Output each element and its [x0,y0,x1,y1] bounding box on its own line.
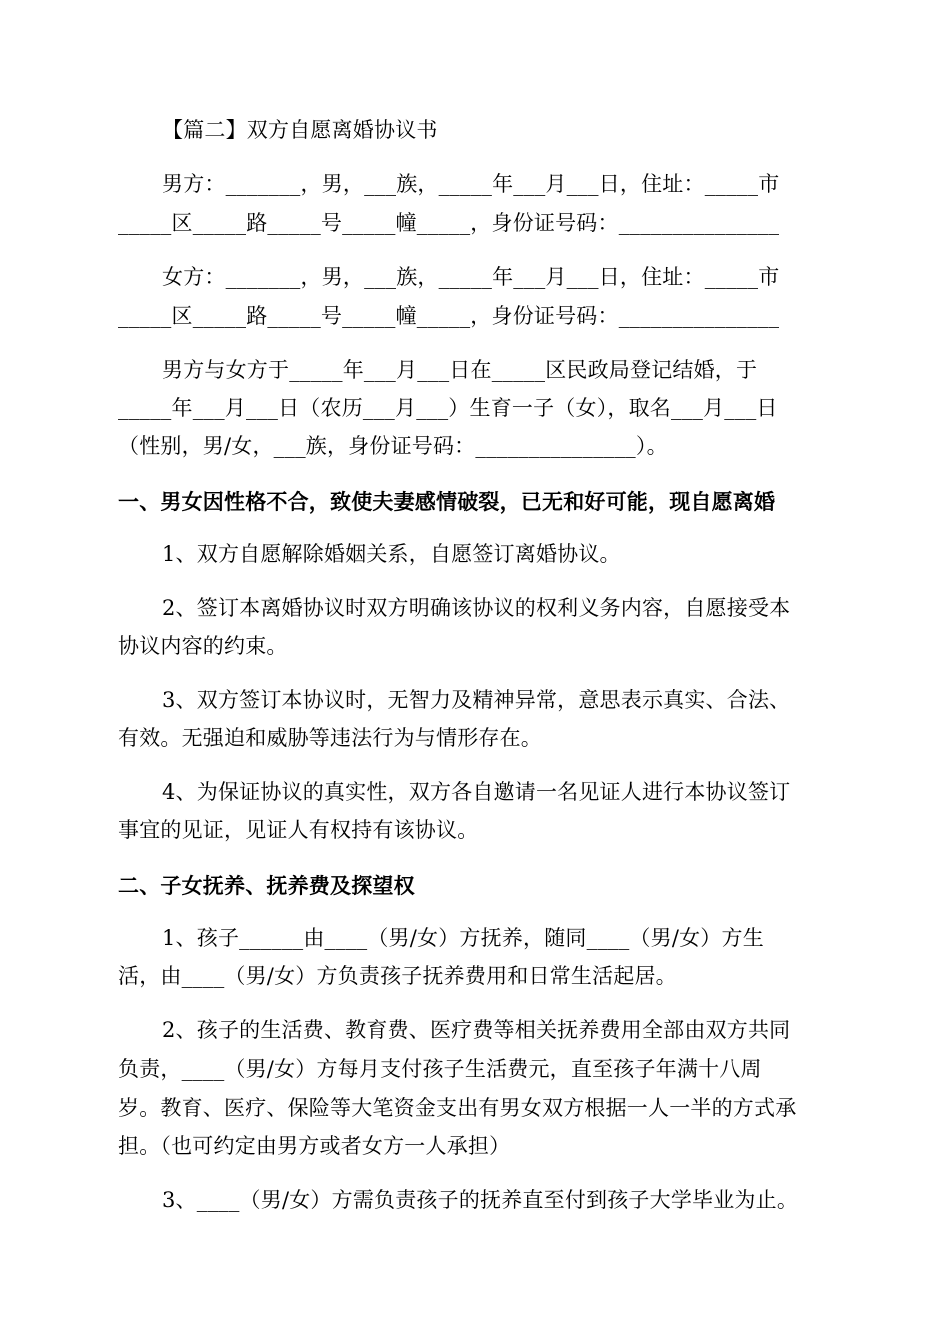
paragraph-line: 4、为保证协议的真实性，双方各自邀请一名见证人进行本协议签订 [162,780,791,804]
paragraph-line: 1、孩子______由____（男/女）方抚养，随同____（男/女）方生 [162,926,764,950]
paragraph-line: 男方：_______，男，___族，_____年___月___日，住址：_____市 [162,172,780,196]
paragraph-line: 女方：_______，男，___族，_____年___月___日，住址：_____市 [162,265,780,289]
section-heading: 一、男女因性格不合，致使夫妻感情破裂，已无和好可能，现自愿离婚 [118,490,776,514]
paragraph-line: 3、双方签订本协议时，无智力及精神异常，意思表示真实、合法、 [162,688,791,712]
paragraph-line: （性别，男/女，___族，身份证号码：_______________）。 [118,434,668,458]
paragraph-line: _____年___月___日（农历___月___）生育一子（女），取名___月___日 [118,396,778,420]
paragraph-line: 男方与女方于_____年___月___日在_____区民政局登记结婚，于 [162,358,758,382]
paragraph-line: 事宜的见证，见证人有权持有该协议。 [118,818,479,842]
paragraph-line: 1、双方自愿解除婚姻关系，自愿签订离婚协议。 [162,542,621,566]
paragraph-line: 担。（也可约定由男方或者女方一人承担） [118,1134,511,1158]
paragraph-line: _____区_____路_____号_____幢_____，身份证号码：_______________ [118,211,780,235]
paragraph-line: 岁。教育、医疗、保险等大笔资金支出有男女双方根据一人一半的方式承 [118,1096,797,1120]
document-title: 【篇二】双方自愿离婚协议书 [162,118,438,142]
paragraph-line: 负责，____（男/女）方每月支付孩子生活费元，直至孩子年满十八周 [118,1057,762,1081]
paragraph-line: 2、孩子的生活费、教育费、医疗费等相关抚养费用全部由双方共同 [162,1018,791,1042]
paragraph-line: 3、____（男/女）方需负责孩子的抚养直至付到孩子大学毕业为止。 [162,1188,799,1212]
paragraph-line: 2、签订本离婚协议时双方明确该协议的权利义务内容，自愿接受本 [162,596,791,620]
paragraph-line: 有效。无强迫和威胁等违法行为与情形存在。 [118,726,542,750]
paragraph-line: _____区_____路_____号_____幢_____，身份证号码：_______________ [118,304,780,328]
section-heading: 二、子女抚养、抚养费及探望权 [118,874,415,898]
paragraph-line: 活，由____（男/女）方负责孩子抚养费用和日常生活起居。 [118,964,677,988]
paragraph-line: 协议内容的约束。 [118,634,288,658]
